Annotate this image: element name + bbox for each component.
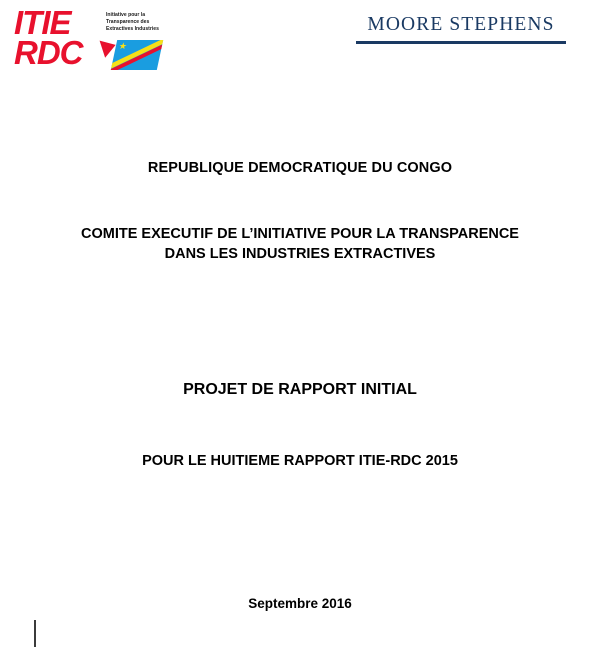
report-type-title: PROJET DE RAPPORT INITIAL: [183, 381, 417, 398]
itie-logo-line1: ITIE: [14, 4, 71, 41]
itie-logo-line2: RDC: [14, 34, 83, 72]
committee-title-line1: COMITE EXECUTIF DE L’INITIATIVE POUR LA TRANSPARENCE: [81, 226, 519, 242]
drc-flag-icon: [111, 40, 163, 70]
committee-title-line2: DANS LES INDUSTRIES EXTRACTIVES: [164, 246, 436, 262]
flag-star-icon: ★: [117, 41, 129, 51]
itie-logo-wordmark: [14, 4, 83, 72]
itie-logo-subtitle: Initiative pour la Transparence des Extractives Industries: [106, 12, 159, 32]
publication-date: Septembre 2016: [248, 596, 352, 611]
country-title: REPUBLIQUE DEMOCRATIQUE DU CONGO: [147, 160, 453, 176]
report-subject-title: POUR LE HUITIEME RAPPORT ITIE-RDC 2015: [142, 453, 458, 469]
moore-stephens-logo: [356, 14, 566, 44]
itie-rdc-logo: [14, 4, 164, 76]
moore-stephens-rule: [356, 41, 566, 44]
moore-stephens-wordmark: MOORE STEPHENS: [367, 14, 555, 35]
margin-mark: [34, 620, 36, 647]
